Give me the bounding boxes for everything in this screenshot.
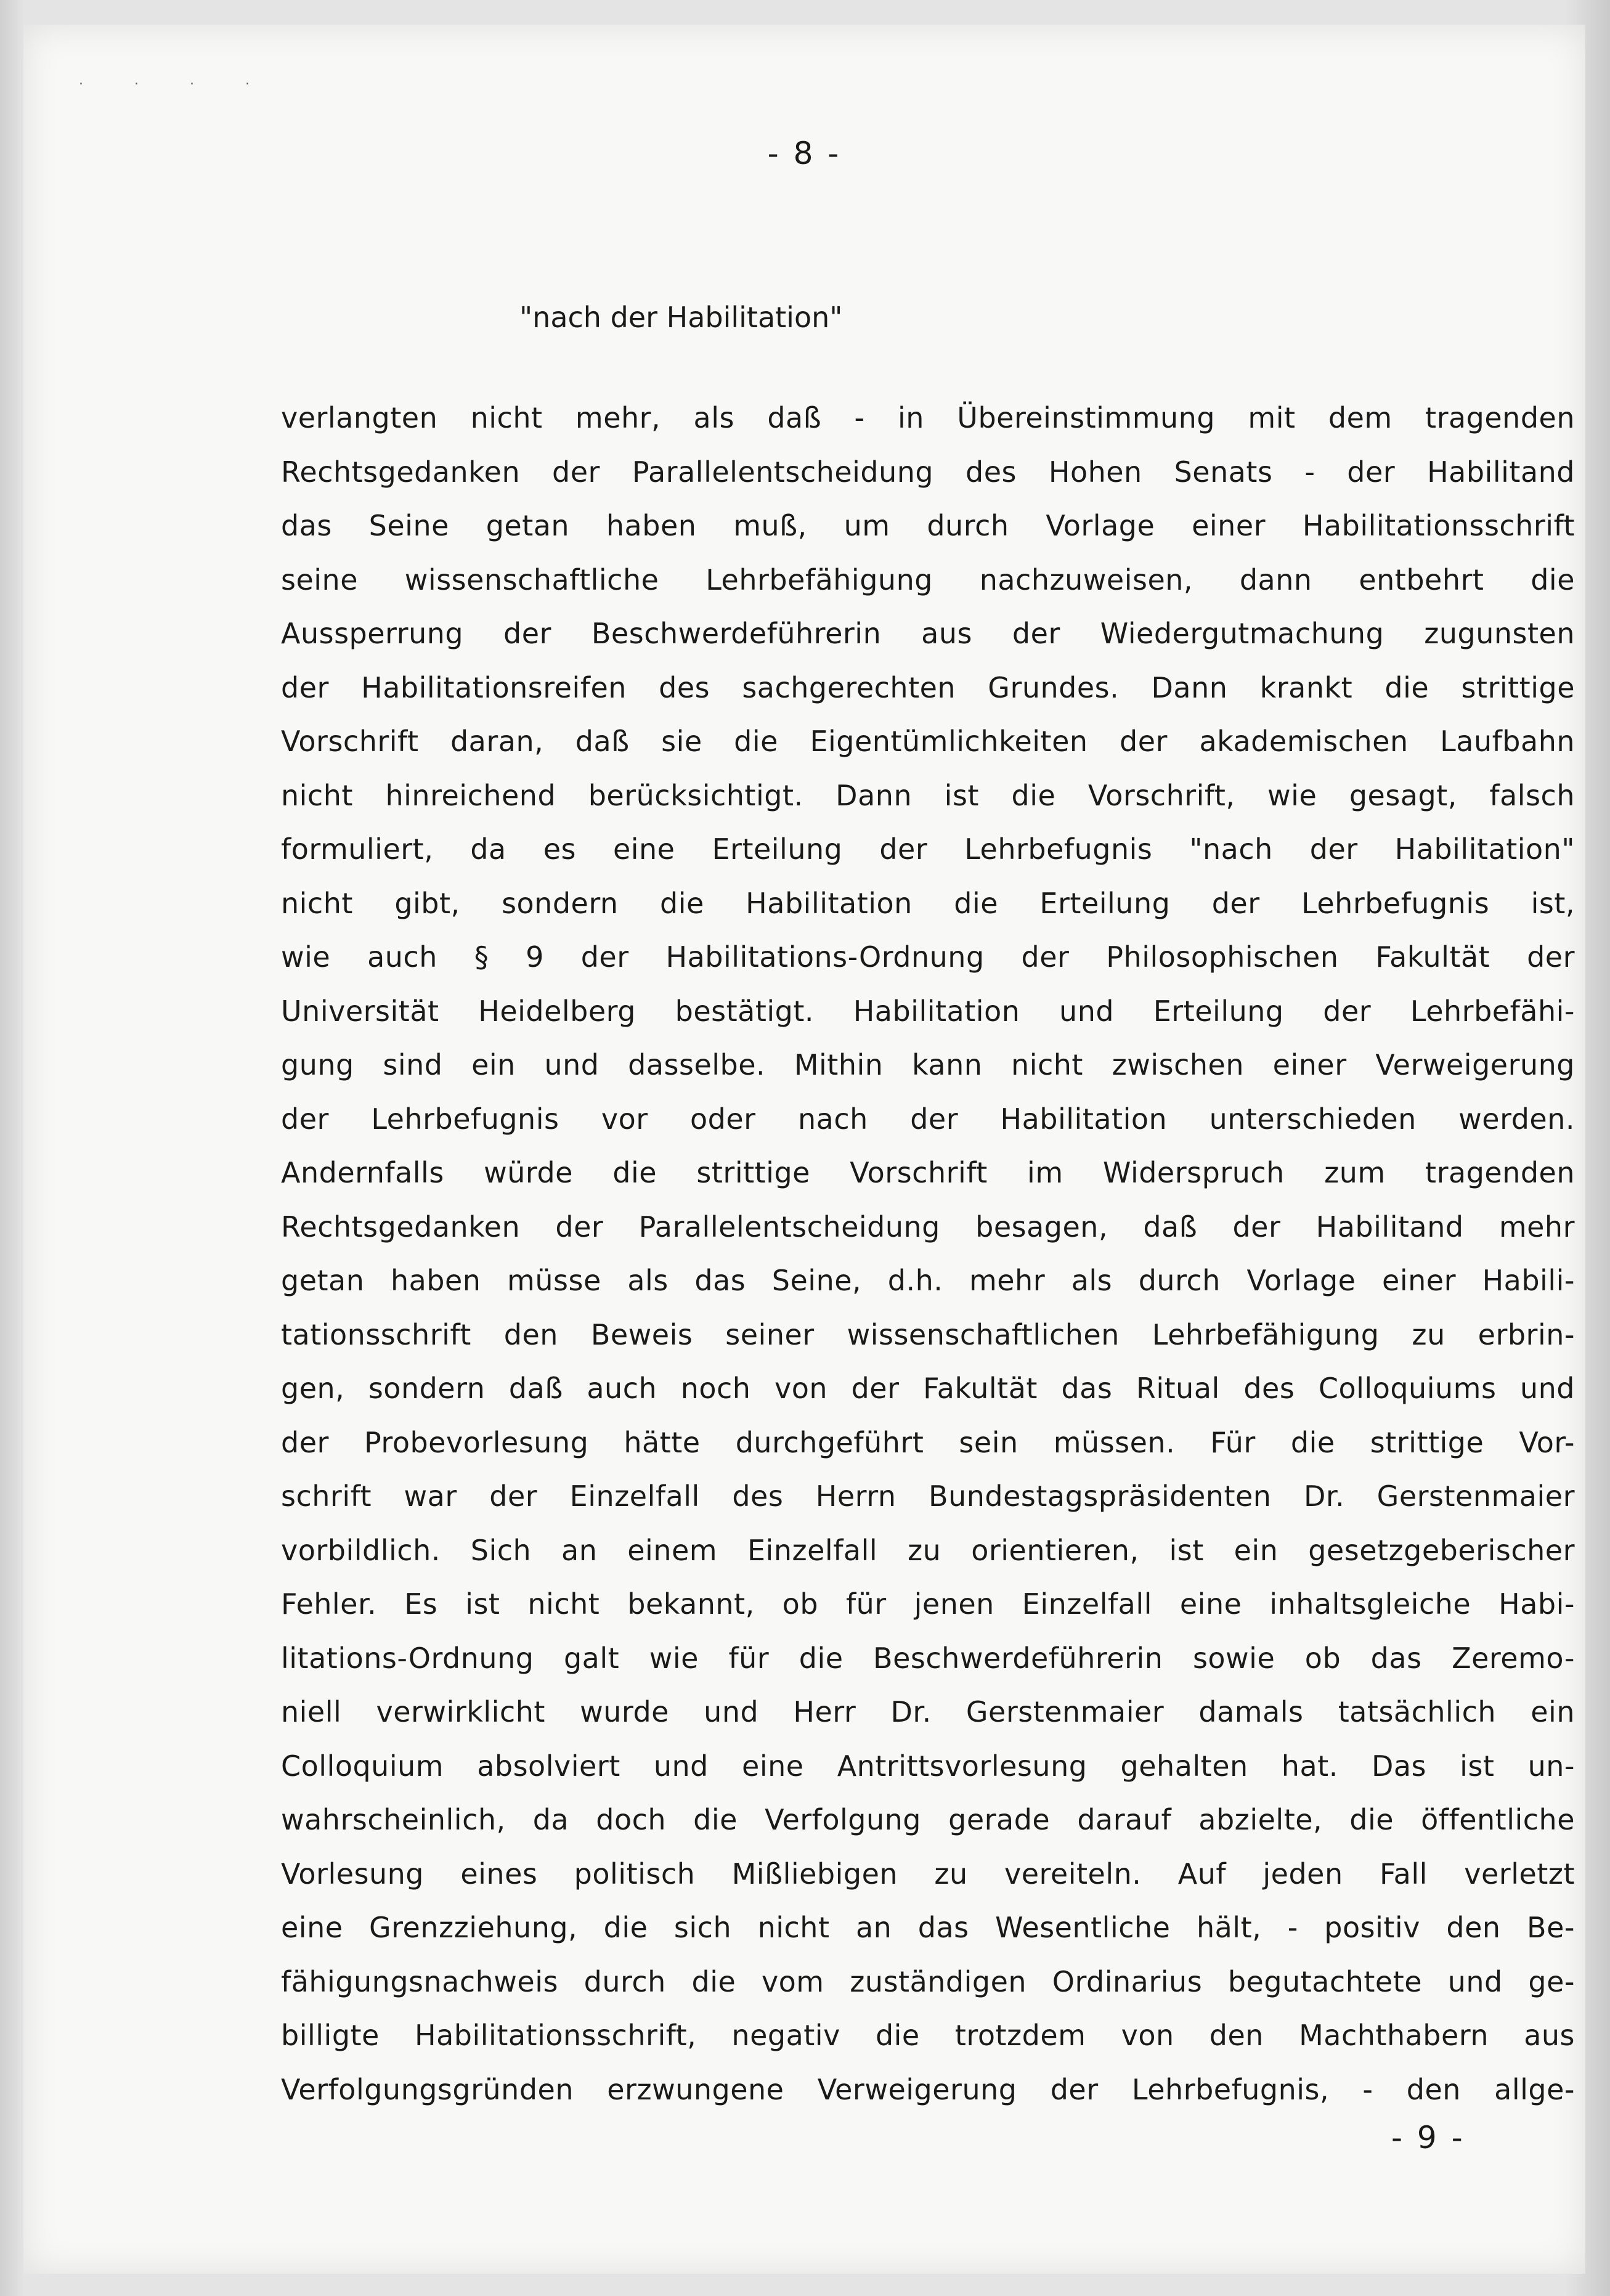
- next-page-number: - 9 -: [1391, 2120, 1465, 2156]
- text-line: das Seine getan haben muß, um durch Vorlage einer Habilitationsschrift: [281, 509, 1575, 542]
- text-line: getan haben müsse als das Seine, d.h. mehr als durch Vorlage einer Habili-: [281, 1264, 1575, 1297]
- scan-marks: . . . .: [79, 73, 273, 88]
- text-line: niell verwirklicht wurde und Herr Dr. Gerstenmaier damals tatsächlich ein: [281, 1695, 1575, 1728]
- page-number: - 8 -: [767, 136, 842, 171]
- text-line: der Habilitationsreifen des sachgerechten Grundes. Dann krankt die strittige: [281, 670, 1575, 704]
- text-line: billigte Habilitationsschrift, negativ die trotzdem von den Machthabern aus: [281, 2019, 1575, 2052]
- text-line: wie auch § 9 der Habilitations-Ordnung der Philosophischen Fakultät der: [281, 940, 1575, 974]
- text-line: Verfolgungsgründen erzwungene Verweigerung der Lehrbefugnis, - den allge-: [281, 2072, 1575, 2106]
- text-line: der Lehrbefugnis vor oder nach der Habilitation unterschieden werden.: [281, 1102, 1575, 1136]
- text-line: eine Grenzziehung, die sich nicht an das Wesentliche hält, - positiv den Be-: [281, 1911, 1575, 1944]
- text-line: formuliert, da es eine Erteilung der Lehrbefugnis "nach der Habilitation": [281, 833, 1575, 866]
- text-line: nicht hinreichend berücksichtigt. Dann ist die Vorschrift, wie gesagt, falsch: [281, 778, 1575, 812]
- text-line: tationsschrift den Beweis seiner wissenschaftlichen Lehrbefähigung zu erbrin-: [281, 1317, 1575, 1351]
- text-line: litations-Ordnung galt wie für die Beschwerdeführerin sowie ob das Zeremo-: [281, 1641, 1575, 1675]
- text-line: Vorschrift daran, daß sie die Eigentümlichkeiten der akademischen Laufbahn: [281, 725, 1575, 758]
- text-line: wahrscheinlich, da doch die Verfolgung gerade darauf abzielte, die öffentliche: [281, 1803, 1575, 1836]
- text-line: verlangten nicht mehr, als daß - in Übereinstimmung mit dem tragenden: [281, 401, 1575, 434]
- text-line: nicht gibt, sondern die Habilitation die Erteilung der Lehrbefugnis ist,: [281, 886, 1575, 920]
- text-line: Universität Heidelberg bestätigt. Habilitation und Erteilung der Lehrbefähi-: [281, 994, 1575, 1028]
- document-page: [23, 25, 1585, 2274]
- text-line: Colloquium absolviert und eine Antrittsvorlesung gehalten hat. Das ist un-: [281, 1749, 1575, 1783]
- page-heading: "nach der Habilitation": [519, 301, 843, 334]
- text-line: gen, sondern daß auch noch von der Fakultät das Ritual des Colloquiums und: [281, 1372, 1575, 1405]
- text-line: Fehler. Es ist nicht bekannt, ob für jenen Einzelfall eine inhaltsgleiche Habi-: [281, 1587, 1575, 1621]
- text-line: Rechtsgedanken der Parallelentscheidung des Hohen Senats - der Habilitand: [281, 455, 1575, 489]
- text-line: seine wissenschaftliche Lehrbefähigung nachzuweisen, dann entbehrt die: [281, 563, 1575, 596]
- text-line: fähigungsnachweis durch die vom zuständigen Ordinarius begutachtete und ge-: [281, 1964, 1575, 1998]
- text-line: Vorlesung eines politisch Mißliebigen zu vereiteln. Auf jeden Fall verletzt: [281, 1857, 1575, 1891]
- body-text: [281, 391, 1575, 2117]
- text-line: der Probevorlesung hätte durchgeführt sein müssen. Für die strittige Vor-: [281, 1425, 1575, 1459]
- text-line: gung sind ein und dasselbe. Mithin kann nicht zwischen einer Verweigerung: [281, 1048, 1575, 1081]
- text-line: schrift war der Einzelfall des Herrn Bundestagspräsidenten Dr. Gerstenmaier: [281, 1480, 1575, 1513]
- text-line: Andernfalls würde die strittige Vorschrift im Widerspruch zum tragenden: [281, 1156, 1575, 1189]
- text-line: Aussperrung der Beschwerdeführerin aus der Wiedergutmachung zugunsten: [281, 617, 1575, 650]
- text-line: Rechtsgedanken der Parallelentscheidung besagen, daß der Habilitand mehr: [281, 1210, 1575, 1244]
- text-line: vorbildlich. Sich an einem Einzelfall zu orientieren, ist ein gesetzgeberischer: [281, 1533, 1575, 1567]
